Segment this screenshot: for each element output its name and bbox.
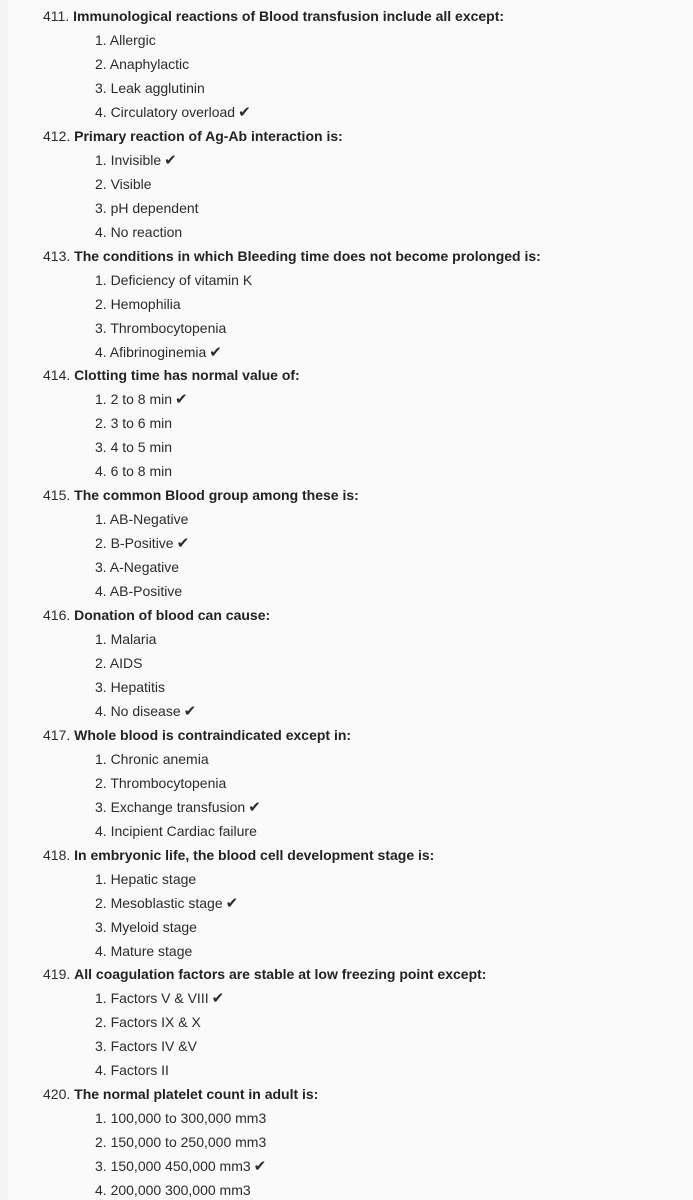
option-label: 2. B-Positive [95, 535, 174, 552]
option-label: 3. Hepatitis [95, 679, 166, 695]
option-label: 4. No reaction [95, 223, 183, 240]
option-label: 1. 100,000 to 300,000 mm3 [95, 1110, 267, 1127]
option-item [95, 435, 693, 459]
question-text: All coagulation factors are stable at low freezing point except: [74, 966, 487, 983]
option-label: 1. AB-Negative [95, 511, 189, 528]
option-item [95, 795, 693, 819]
question-block [43, 843, 693, 963]
question-block [43, 603, 693, 723]
question-text: Whole blood is contraindicated except in: [74, 726, 352, 743]
option-item [95, 1010, 693, 1034]
option-label: 1. Factors V & VIII [95, 990, 209, 1007]
question-number: 415. [43, 487, 71, 504]
question-line [43, 843, 693, 867]
option-label: 4. 200,000 300,000 mm3 [95, 1182, 251, 1199]
question-block [43, 723, 693, 843]
question-block [43, 4, 693, 124]
question-text: Primary reaction of Ag-Ab interaction is: [74, 127, 343, 144]
option-label: 1. Invisible [95, 151, 162, 168]
question-line [43, 124, 693, 148]
question-block [43, 483, 693, 603]
option-item [95, 100, 693, 124]
question-text: Donation of blood can cause: [74, 607, 271, 623]
option-item [95, 819, 693, 843]
check-mark-icon: ✔ [225, 893, 239, 912]
question-number: 413. [43, 247, 71, 264]
option-label: 3. pH dependent [95, 199, 199, 216]
question-block [43, 1082, 693, 1200]
question-number: 419. [43, 966, 71, 983]
question-line [43, 483, 693, 507]
check-mark-icon: ✔ [253, 1157, 267, 1176]
option-item [95, 172, 693, 196]
check-mark-icon: ✔ [211, 989, 225, 1008]
option-label: 1. 2 to 8 min [95, 391, 173, 408]
question-number: 414. [43, 367, 71, 384]
option-list [43, 507, 693, 603]
check-mark-icon: ✔ [238, 103, 251, 121]
option-item [95, 747, 693, 771]
question-text: Immunological reactions of Blood transfusion include all except: [73, 8, 505, 24]
option-label: 2. 3 to 6 min [95, 415, 173, 432]
option-item [95, 1154, 693, 1178]
question-text: The normal platelet count in adult is: [74, 1086, 319, 1103]
option-item [95, 579, 693, 603]
option-item [95, 459, 693, 483]
option-item [95, 651, 693, 675]
question-line [43, 603, 693, 627]
question-block [43, 124, 693, 244]
option-list [43, 627, 693, 723]
question-block [43, 244, 693, 364]
option-item [95, 316, 693, 340]
option-label: 3. Exchange transfusion [95, 798, 246, 815]
option-label: 1. Chronic anemia [95, 750, 209, 767]
option-item [95, 986, 693, 1010]
check-mark-icon: ✔ [176, 534, 190, 553]
option-label: 3. Myeloid stage [95, 918, 197, 935]
option-label: 4. Incipient Cardiac failure [95, 822, 257, 839]
option-label: 2. Anaphylactic [95, 56, 190, 72]
check-mark-icon: ✔ [175, 390, 188, 409]
question-number: 416. [43, 607, 71, 623]
option-item [95, 148, 693, 172]
option-list [43, 387, 693, 483]
check-mark-icon: ✔ [209, 342, 222, 361]
option-label: 1. Malaria [95, 631, 157, 647]
question-number: 418. [43, 846, 71, 863]
option-label: 3. 150,000 450,000 mm3 [95, 1158, 251, 1175]
option-item [95, 196, 693, 220]
question-line [43, 723, 693, 747]
check-mark-icon: ✔ [164, 150, 177, 169]
option-item [95, 507, 693, 531]
option-list [43, 148, 693, 244]
question-number: 417. [43, 726, 71, 743]
option-label: 2. Factors IX & X [95, 1014, 201, 1031]
option-item [95, 771, 693, 795]
question-text: The common Blood group among these is: [74, 487, 359, 504]
option-label: 3. A-Negative [95, 559, 180, 576]
option-list [43, 268, 693, 364]
option-item [95, 675, 693, 699]
option-item [95, 411, 693, 435]
option-item [95, 268, 693, 292]
option-label: 2. Hemophilia [95, 295, 181, 312]
option-label: 2. AIDS [95, 655, 143, 671]
option-item [95, 28, 693, 52]
option-label: 4. Mature stage [95, 942, 193, 959]
question-block [43, 962, 693, 1082]
option-item [95, 915, 693, 939]
option-item [95, 1130, 693, 1154]
option-label: 4. Circulatory overload [95, 104, 236, 120]
check-mark-icon: ✔ [183, 702, 197, 720]
question-line [43, 4, 693, 28]
option-item [95, 292, 693, 316]
question-number: 411. [43, 8, 70, 24]
option-list [43, 1106, 693, 1200]
option-item [95, 891, 693, 915]
option-label: 1. Deficiency of vitamin K [95, 271, 253, 288]
option-label: 1. Hepatic stage [95, 870, 197, 887]
option-label: 4. Afibrinoginemia [95, 343, 207, 360]
option-label: 2. Thrombocytopenia [95, 774, 227, 791]
question-line [43, 1082, 693, 1106]
option-item [95, 1058, 693, 1082]
option-item [95, 699, 693, 723]
option-item [95, 1178, 693, 1200]
option-item [95, 939, 693, 963]
option-label: 4. Factors II [95, 1062, 169, 1079]
option-label: 3. 4 to 5 min [95, 439, 173, 456]
option-item [95, 627, 693, 651]
option-label: 2. 150,000 to 250,000 mm3 [95, 1134, 267, 1151]
question-line [43, 962, 693, 986]
option-item [95, 555, 693, 579]
option-list [43, 867, 693, 963]
option-list [43, 747, 693, 843]
question-line [43, 244, 693, 268]
question-text: In embryonic life, the blood cell development stage is: [74, 846, 435, 863]
question-number: 420. [43, 1086, 71, 1103]
option-list [43, 986, 693, 1082]
option-item [95, 76, 693, 100]
question-block [43, 363, 693, 483]
quiz-page [8, 0, 693, 1200]
option-item [95, 1106, 693, 1130]
option-item [95, 220, 693, 244]
question-line [43, 363, 693, 387]
option-label: 3. Factors IV &V [95, 1038, 197, 1055]
option-list [43, 28, 693, 124]
option-item [95, 1034, 693, 1058]
question-text: Clotting time has normal value of: [74, 367, 300, 384]
option-label: 4. AB-Positive [95, 583, 183, 600]
option-item [95, 340, 693, 364]
option-label: 1. Allergic [95, 32, 156, 48]
question-text: The conditions in which Bleeding time does not become prolonged is: [74, 247, 541, 264]
option-label: 4. 6 to 8 min [95, 463, 173, 480]
option-label: 3. Leak agglutinin [95, 80, 205, 96]
option-item [95, 52, 693, 76]
option-label: 4. No disease [95, 703, 181, 719]
option-item [95, 867, 693, 891]
option-item [95, 387, 693, 411]
option-item [95, 531, 693, 555]
option-label: 2. Visible [95, 175, 152, 192]
check-mark-icon: ✔ [248, 797, 261, 816]
question-number: 412. [43, 127, 71, 144]
option-label: 3. Thrombocytopenia [95, 319, 227, 336]
option-label: 2. Mesoblastic stage [95, 894, 223, 911]
